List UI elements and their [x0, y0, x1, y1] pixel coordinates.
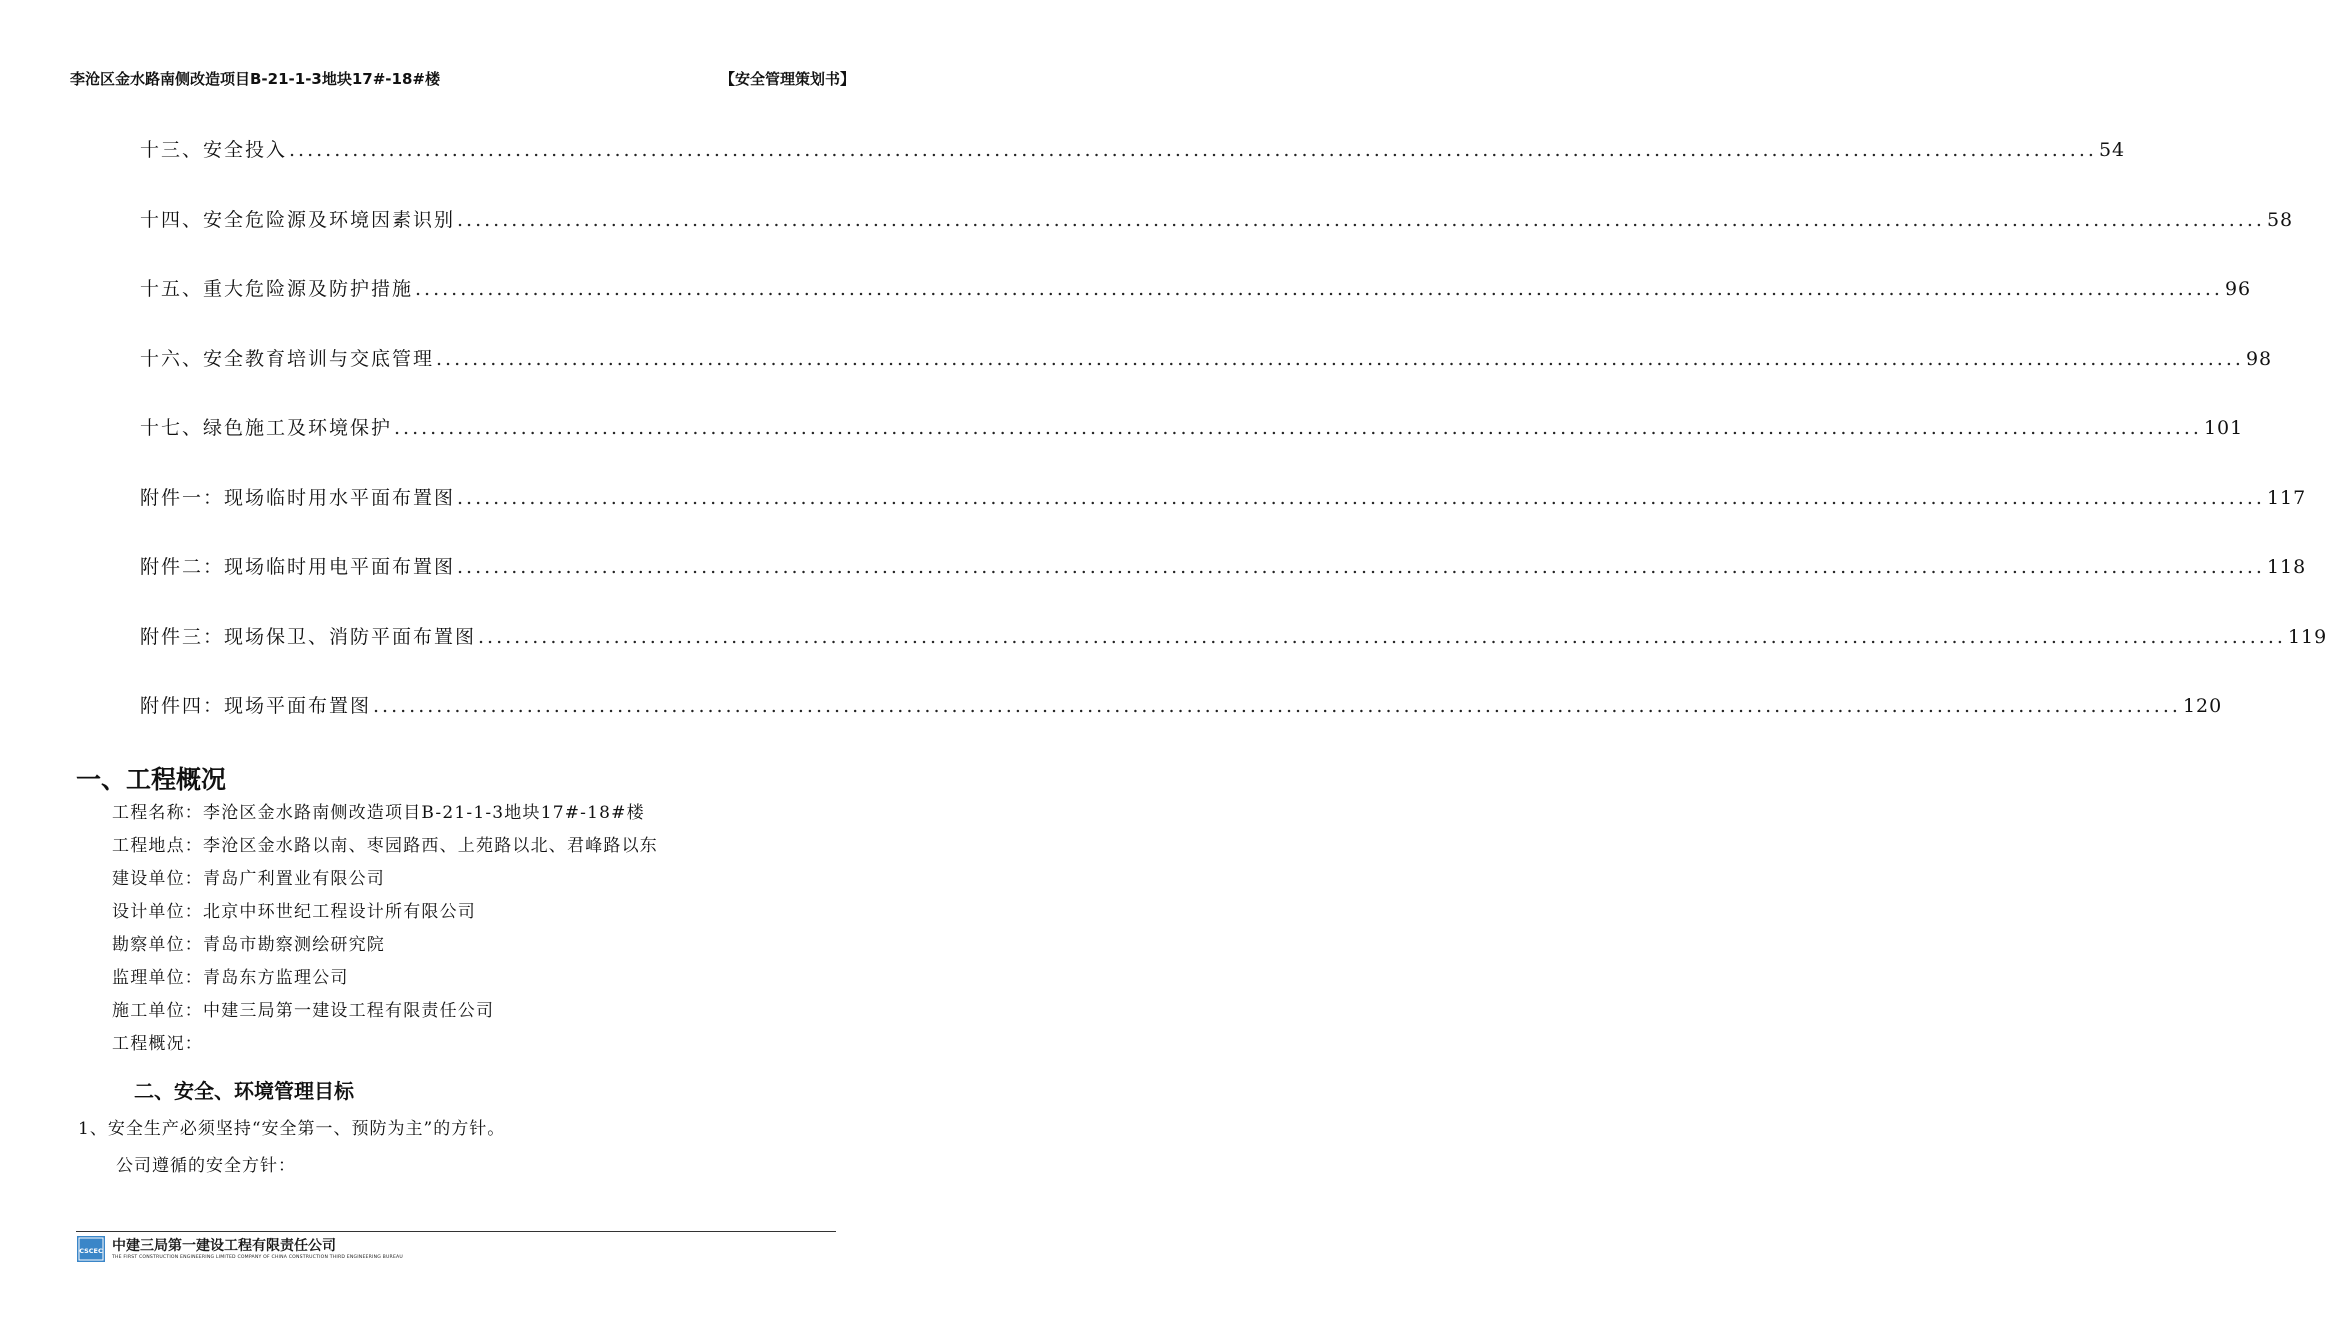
toc-entry[interactable] — [140, 483, 2307, 553]
toc-leader-dots: ........................................................................................................................................................................................................ — [415, 278, 2223, 300]
toc-leader-dots: ........................................................................................................................................................................................................ — [478, 625, 2286, 648]
toc-leader-dots: ........................................................................................................................................................................................................ — [457, 486, 2265, 509]
toc-entry-page: 120 — [2182, 695, 2223, 717]
page-header — [70, 68, 855, 92]
toc-leader-dots: ........................................................................................................................................................................................................ — [289, 139, 2097, 161]
project-info-item: 建设单位：青岛广利置业有限公司 — [112, 869, 385, 889]
toc-entry-title: 十四、安全危险源及环境因素识别 — [140, 208, 456, 231]
toc-entry-title: 附件三：现场保卫、消防平面布置图 — [140, 625, 477, 648]
toc-entry[interactable] — [140, 205, 2294, 275]
toc-entry[interactable] — [140, 135, 2126, 205]
company-logo-icon — [77, 1236, 105, 1262]
toc-entry-page: 54 — [2098, 139, 2126, 161]
footer-company-name: 中建三局第一建设工程有限责任公司 — [112, 1238, 336, 1254]
toc-leader-dots: ........................................................................................................................................................................................................ — [436, 347, 2244, 370]
section-heading-safety-goals: 二、安全、环境管理目标 — [134, 1079, 354, 1103]
footer-company-english: THE FIRST CONSTRUCTION ENGINEERING LIMITED COMPANY OF CHINA CONSTRUCTION THIRD ENGINEERING BUREAU — [112, 1255, 403, 1260]
toc-entry-page: 119 — [2287, 625, 2327, 648]
project-info-list — [112, 800, 658, 1064]
project-info-item: 勘察单位：青岛市勘察测绘研究院 — [112, 935, 385, 955]
toc-leader-dots: ........................................................................................................................................................................................................ — [457, 556, 2265, 578]
toc-entry-page: 58 — [2266, 208, 2294, 231]
toc-entry-page: 96 — [2224, 278, 2252, 300]
toc-leader-dots: ........................................................................................................................................................................................................ — [394, 417, 2202, 439]
toc-entry[interactable] — [140, 344, 2273, 414]
header-project-title: 李沧区金水路南侧改造项目B-21-1-3地块17#-18#楼 — [70, 70, 440, 88]
header-document-title: 【安全管理策划书】 — [719, 70, 855, 88]
toc-entry-page: 98 — [2245, 347, 2273, 370]
toc-entry[interactable] — [140, 274, 2252, 344]
paragraph-company-policy-intro: 公司遵循的安全方针： — [116, 1156, 296, 1176]
toc-leader-dots: ........................................................................................................................................................................................................ — [457, 208, 2265, 231]
toc-entry[interactable] — [140, 691, 2223, 761]
toc-entry-title: 附件二：现场临时用电平面布置图 — [140, 556, 456, 578]
toc-entry[interactable] — [140, 413, 2244, 483]
section-heading-project-overview: 一、工程概况 — [76, 765, 227, 794]
paragraph-safety-policy: 1、安全生产必须坚持“安全第一、预防为主”的方针。 — [78, 1119, 506, 1139]
logo-text: CSCEC — [79, 1247, 103, 1255]
toc-entry-title: 十五、重大危险源及防护措施 — [140, 278, 414, 300]
toc-entry-title: 附件四：现场平面布置图 — [140, 695, 372, 717]
toc-entry-title: 附件一：现场临时用水平面布置图 — [140, 486, 456, 509]
toc-entry-page: 118 — [2266, 556, 2307, 578]
project-info-item: 监理单位：青岛东方监理公司 — [112, 968, 349, 988]
project-info-item: 工程概况： — [112, 1034, 203, 1054]
toc-leader-dots: ........................................................................................................................................................................................................ — [373, 695, 2181, 717]
toc-entry[interactable] — [140, 552, 2307, 622]
project-info-item: 工程名称：李沧区金水路南侧改造项目B-21-1-3地块17#-18#楼 — [112, 803, 645, 823]
project-info-item: 设计单位：北京中环世纪工程设计所有限公司 — [112, 902, 476, 922]
table-of-contents — [140, 135, 2327, 761]
toc-entry-page: 117 — [2266, 486, 2307, 509]
project-info-item: 工程地点：李沧区金水路以南、枣园路西、上苑路以北、君峰路以东 — [112, 836, 658, 856]
footer-divider — [76, 1231, 836, 1232]
toc-entry-title: 十六、安全教育培训与交底管理 — [140, 347, 435, 370]
toc-entry[interactable] — [140, 622, 2327, 692]
toc-entry-title: 十三、安全投入 — [140, 139, 288, 161]
toc-entry-title: 十七、绿色施工及环境保护 — [140, 417, 393, 439]
project-info-item: 施工单位：中建三局第一建设工程有限责任公司 — [112, 1001, 495, 1021]
toc-entry-page: 101 — [2203, 417, 2244, 439]
